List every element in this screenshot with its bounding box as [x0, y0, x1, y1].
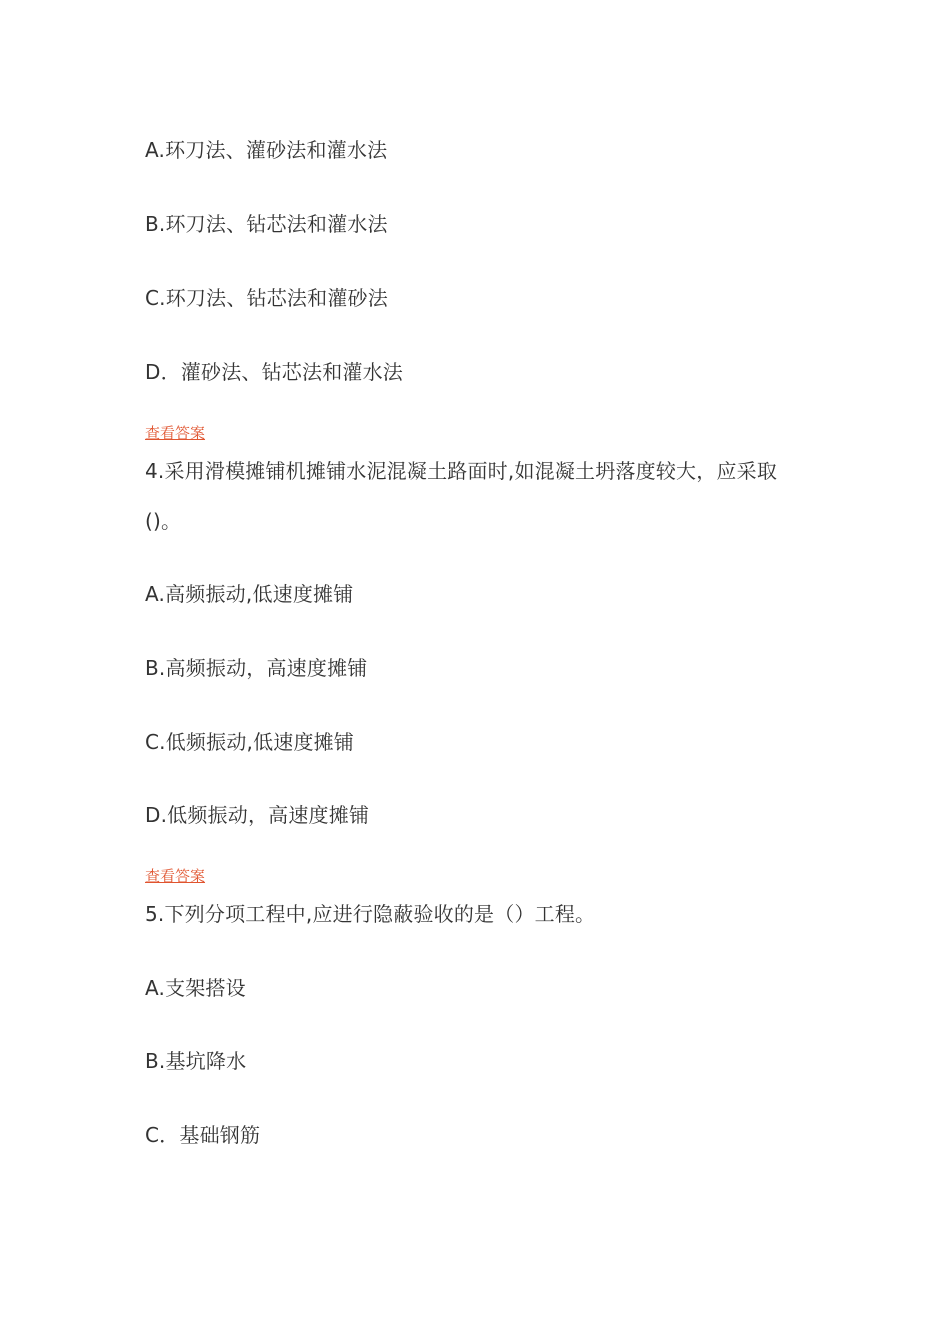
q4-option-c: C.低频振动,低速度摊铺: [145, 730, 355, 754]
q4-question-line-1: 4.采用滑模摊铺机摊铺水泥混凝土路面时,如混凝土坍落度较大，应采取: [145, 459, 778, 483]
q3-option-d: D．灌砂法、钻芯法和灌水法: [145, 360, 404, 384]
q3-option-c: C.环刀法、钻芯法和灌砂法: [145, 286, 388, 310]
q5-option-c: C．基础钢筋: [145, 1123, 261, 1147]
q3-option-a: A.环刀法、灌砂法和灌水法: [145, 138, 388, 162]
q4-option-a: A.高频振动,低速度摊铺: [145, 582, 354, 606]
q4-view-answer-link[interactable]: 查看答案: [145, 867, 206, 885]
q5-option-b: B.基坑降水: [145, 1049, 247, 1073]
q4-question-line-2: ()。: [145, 509, 182, 533]
q3-view-answer-link[interactable]: 查看答案: [145, 424, 206, 442]
q4-option-d: D.低频振动，高速度摊铺: [145, 803, 370, 827]
q5-option-a: A.支架搭设: [145, 976, 246, 1000]
q3-option-b: B.环刀法、钻芯法和灌水法: [145, 212, 388, 236]
q4-option-b: B.高频振动，高速度摊铺: [145, 656, 368, 680]
q5-question: 5.下列分项工程中,应进行隐蔽验收的是（）工程。: [145, 902, 596, 926]
